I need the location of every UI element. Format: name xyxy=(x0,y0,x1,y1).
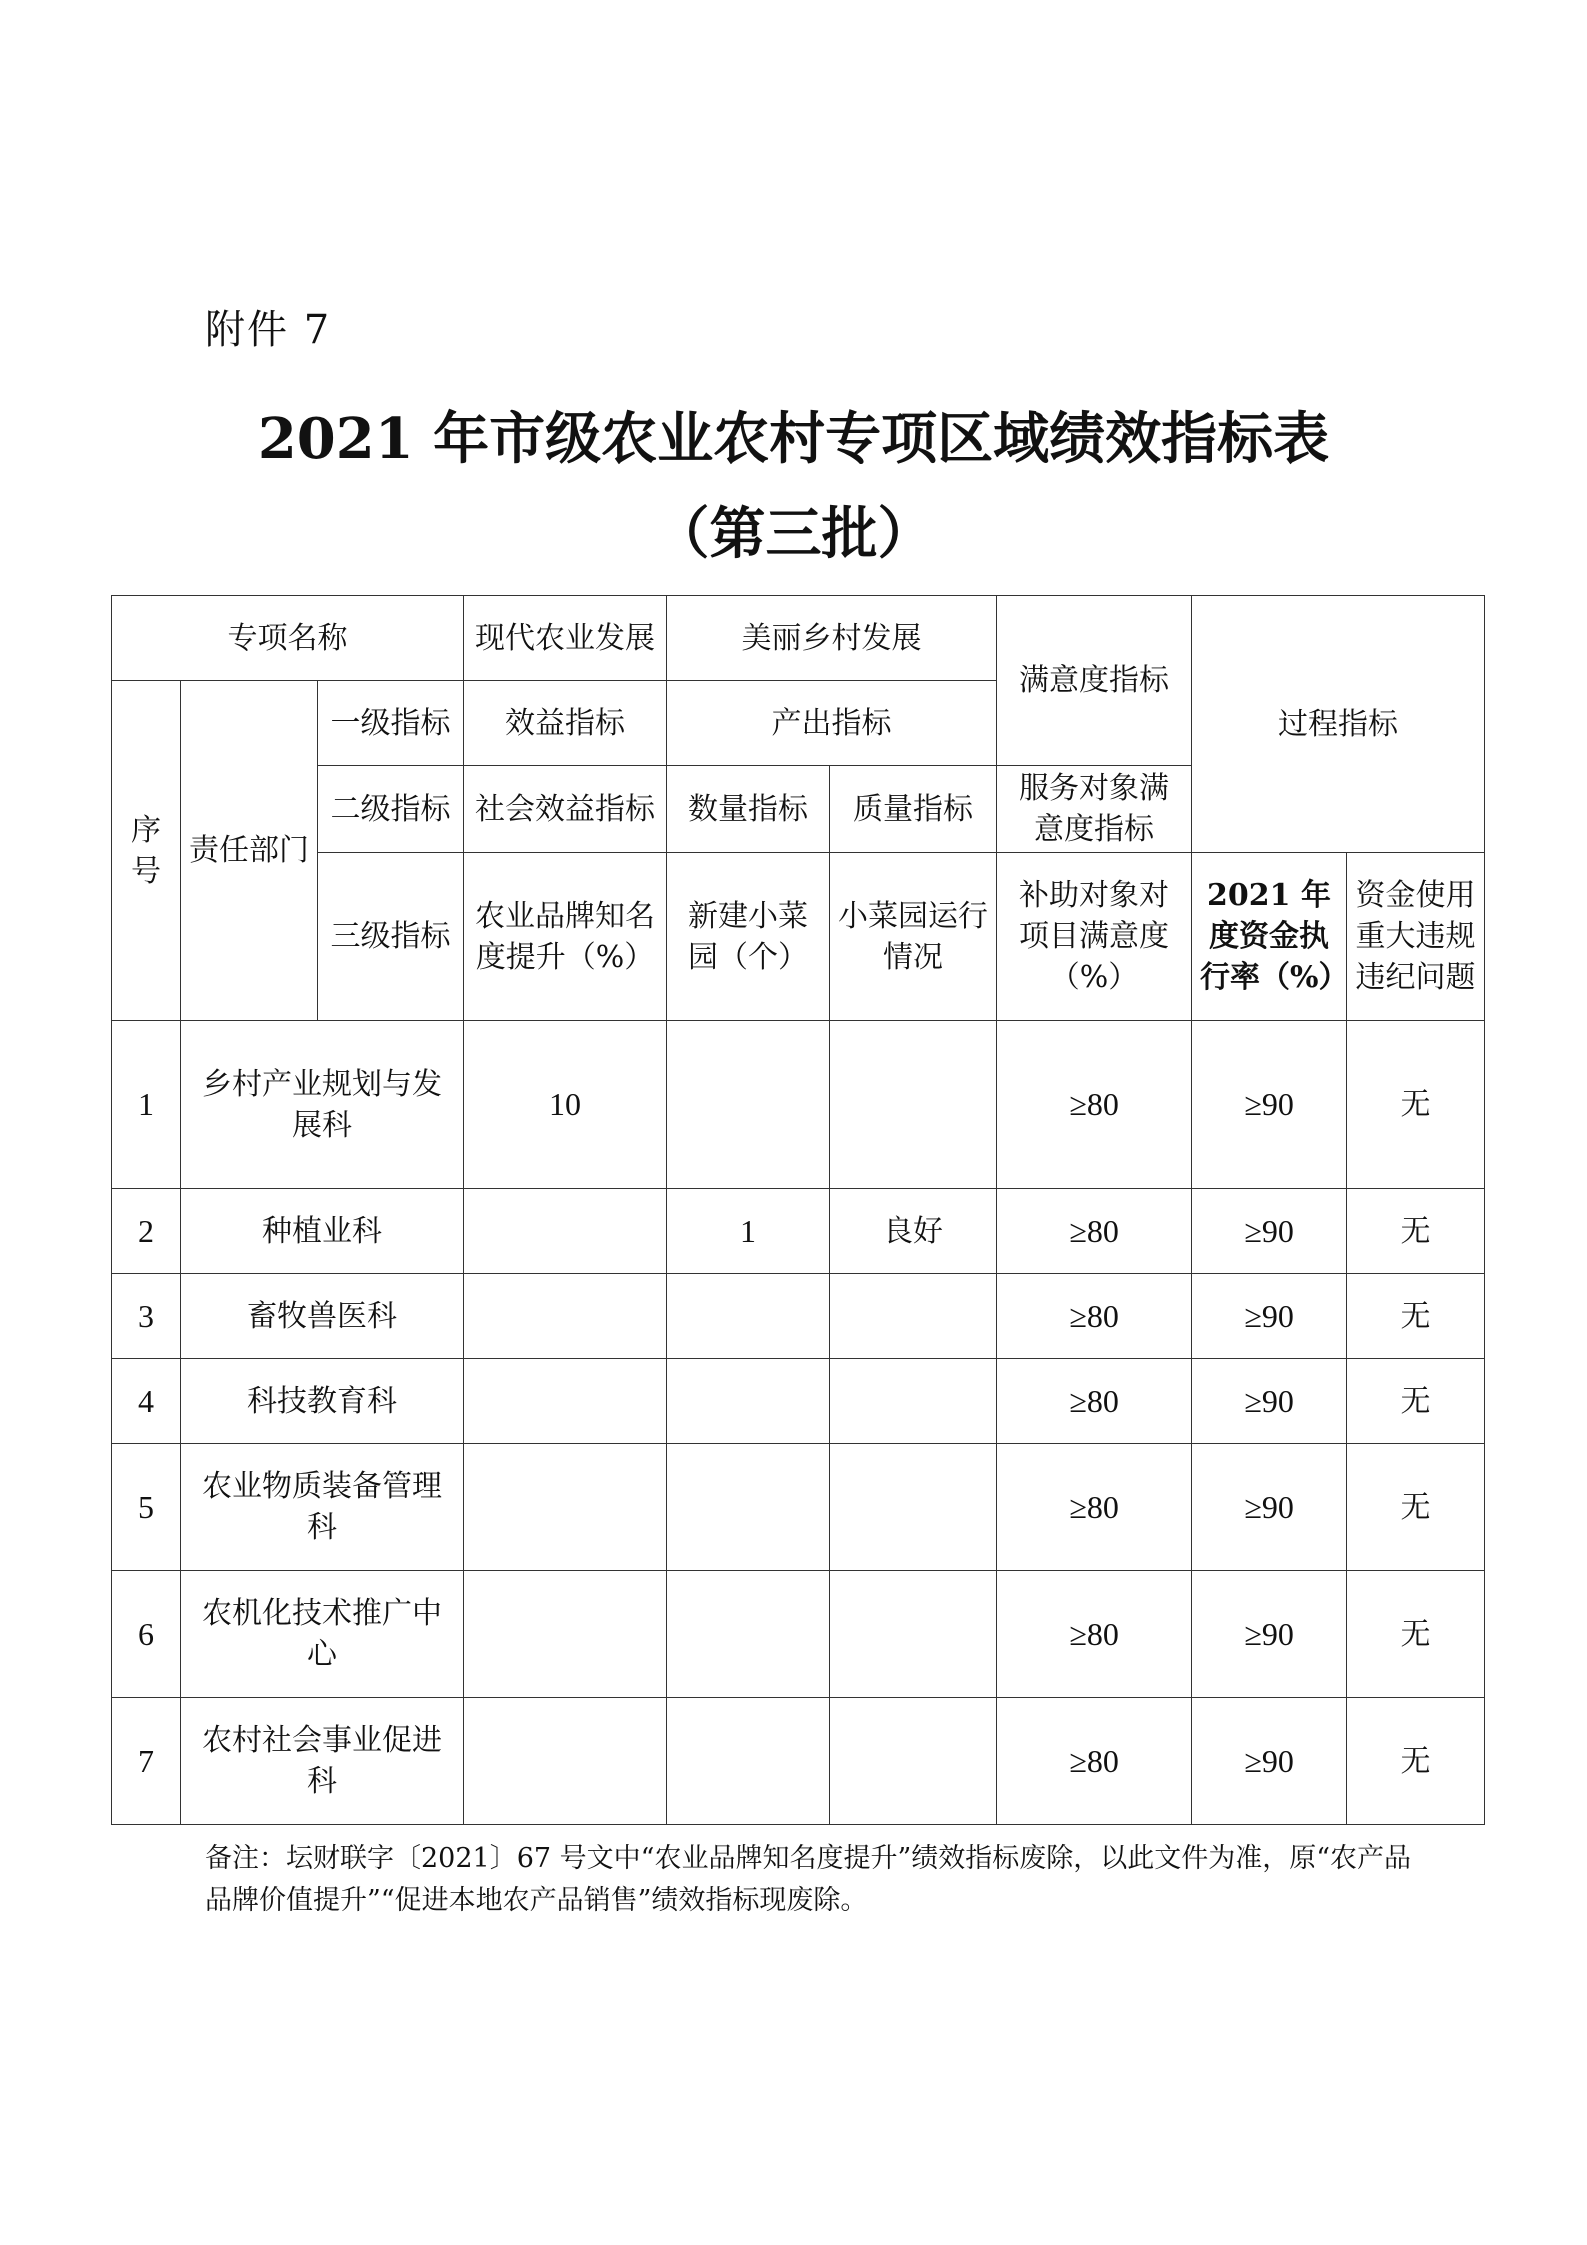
row-new-gardens xyxy=(667,1444,830,1571)
row-satisfaction: ≥80 xyxy=(997,1359,1192,1444)
row-dept: 农机化技术推广中心 xyxy=(181,1571,464,1698)
row-dept: 农村社会事业促进科 xyxy=(181,1698,464,1825)
row-new-gardens xyxy=(667,1021,830,1189)
table-row xyxy=(112,1021,1485,1189)
row-brand: 10 xyxy=(464,1021,667,1189)
row-operation xyxy=(830,1021,997,1189)
table-row xyxy=(112,1698,1485,1825)
row-new-gardens xyxy=(667,1274,830,1359)
row-new-gardens xyxy=(667,1359,830,1444)
row-execution: ≥90 xyxy=(1192,1698,1347,1825)
header-satisfaction: 满意度指标 xyxy=(997,596,1192,766)
row-execution: ≥90 xyxy=(1192,1359,1347,1444)
page-subtitle: （第三批） xyxy=(653,501,934,567)
row-brand xyxy=(464,1698,667,1825)
header-seq: 序号 xyxy=(112,681,181,1021)
row-violation: 无 xyxy=(1347,1571,1485,1698)
row-execution: ≥90 xyxy=(1192,1274,1347,1359)
header-quantity: 数量指标 xyxy=(667,766,830,853)
indicator-table xyxy=(111,595,1485,1825)
row-satisfaction: ≥80 xyxy=(997,1571,1192,1698)
header-brand-awareness: 农业品牌知名度提升（%） xyxy=(464,853,667,1021)
row-operation xyxy=(830,1444,997,1571)
row-new-gardens xyxy=(667,1698,830,1825)
table-row xyxy=(112,1189,1485,1274)
header-output: 产出指标 xyxy=(667,681,997,766)
header-violation: 资金使用重大违规违纪问题 xyxy=(1347,853,1485,1021)
row-violation: 无 xyxy=(1347,1021,1485,1189)
row-operation xyxy=(830,1571,997,1698)
row-operation xyxy=(830,1274,997,1359)
row-operation xyxy=(830,1359,997,1444)
row-operation: 良好 xyxy=(830,1189,997,1274)
row-execution: ≥90 xyxy=(1192,1189,1347,1274)
row-new-gardens xyxy=(667,1571,830,1698)
row-brand xyxy=(464,1189,667,1274)
row-seq: 2 xyxy=(112,1189,181,1274)
row-dept: 科技教育科 xyxy=(181,1359,464,1444)
row-operation xyxy=(830,1698,997,1825)
row-seq: 4 xyxy=(112,1359,181,1444)
row-violation: 无 xyxy=(1347,1359,1485,1444)
row-execution: ≥90 xyxy=(1192,1021,1347,1189)
header-quality: 质量指标 xyxy=(830,766,997,853)
header-row-1 xyxy=(112,596,1485,681)
row-dept: 乡村产业规划与发展科 xyxy=(181,1021,464,1189)
row-violation: 无 xyxy=(1347,1444,1485,1571)
header-level2: 二级指标 xyxy=(318,766,464,853)
row-brand xyxy=(464,1274,667,1359)
row-seq: 5 xyxy=(112,1444,181,1571)
row-dept: 农业物质装备管理科 xyxy=(181,1444,464,1571)
row-satisfaction: ≥80 xyxy=(997,1274,1192,1359)
row-satisfaction: ≥80 xyxy=(997,1444,1192,1571)
row-dept: 种植业科 xyxy=(181,1189,464,1274)
table-row xyxy=(112,1359,1485,1444)
header-execution-rate: 2021 年度资金执行率（%） xyxy=(1192,853,1347,1021)
header-new-gardens: 新建小菜园（个） xyxy=(667,853,830,1021)
row-satisfaction: ≥80 xyxy=(997,1698,1192,1825)
header-beautiful-village: 美丽乡村发展 xyxy=(667,596,997,681)
header-level1: 一级指标 xyxy=(318,681,464,766)
header-subsidy-satisfaction: 补助对象对项目满意度（%） xyxy=(997,853,1192,1021)
header-project-name: 专项名称 xyxy=(112,596,464,681)
header-service-satisfaction: 服务对象满意度指标 xyxy=(997,766,1192,853)
header-benefit: 效益指标 xyxy=(464,681,667,766)
table-row xyxy=(112,1571,1485,1698)
row-new-gardens: 1 xyxy=(667,1189,830,1274)
row-execution: ≥90 xyxy=(1192,1571,1347,1698)
page-title: 2021 年市级农业农村专项区域绩效指标表 xyxy=(257,406,1330,472)
row-satisfaction: ≥80 xyxy=(997,1189,1192,1274)
row-dept: 畜牧兽医科 xyxy=(181,1274,464,1359)
row-execution: ≥90 xyxy=(1192,1444,1347,1571)
row-seq: 1 xyxy=(112,1021,181,1189)
row-seq: 6 xyxy=(112,1571,181,1698)
header-process: 过程指标 xyxy=(1192,596,1485,853)
row-brand xyxy=(464,1444,667,1571)
attachment-label: 附件 7 xyxy=(205,307,332,353)
row-seq: 3 xyxy=(112,1274,181,1359)
row-brand xyxy=(464,1571,667,1698)
header-row-4 xyxy=(112,853,1485,1021)
row-violation: 无 xyxy=(1347,1189,1485,1274)
header-level3: 三级指标 xyxy=(318,853,464,1021)
header-modern-agri: 现代农业发展 xyxy=(464,596,667,681)
header-dept: 责任部门 xyxy=(181,681,318,1021)
row-violation: 无 xyxy=(1347,1274,1485,1359)
table-row xyxy=(112,1444,1485,1571)
footnote: 备注：坛财联字〔2021〕67 号文中“农业品牌知名度提升”绩效指标废除，以此文件为准，原“农产品品牌价值提升”“促进本地农产品销售”绩效指标现废除。 xyxy=(205,1843,1412,1916)
table-row xyxy=(112,1274,1485,1359)
header-social-benefit: 社会效益指标 xyxy=(464,766,667,853)
row-brand xyxy=(464,1359,667,1444)
row-seq: 7 xyxy=(112,1698,181,1825)
header-garden-operation: 小菜园运行情况 xyxy=(830,853,997,1021)
row-violation: 无 xyxy=(1347,1698,1485,1825)
row-satisfaction: ≥80 xyxy=(997,1021,1192,1189)
